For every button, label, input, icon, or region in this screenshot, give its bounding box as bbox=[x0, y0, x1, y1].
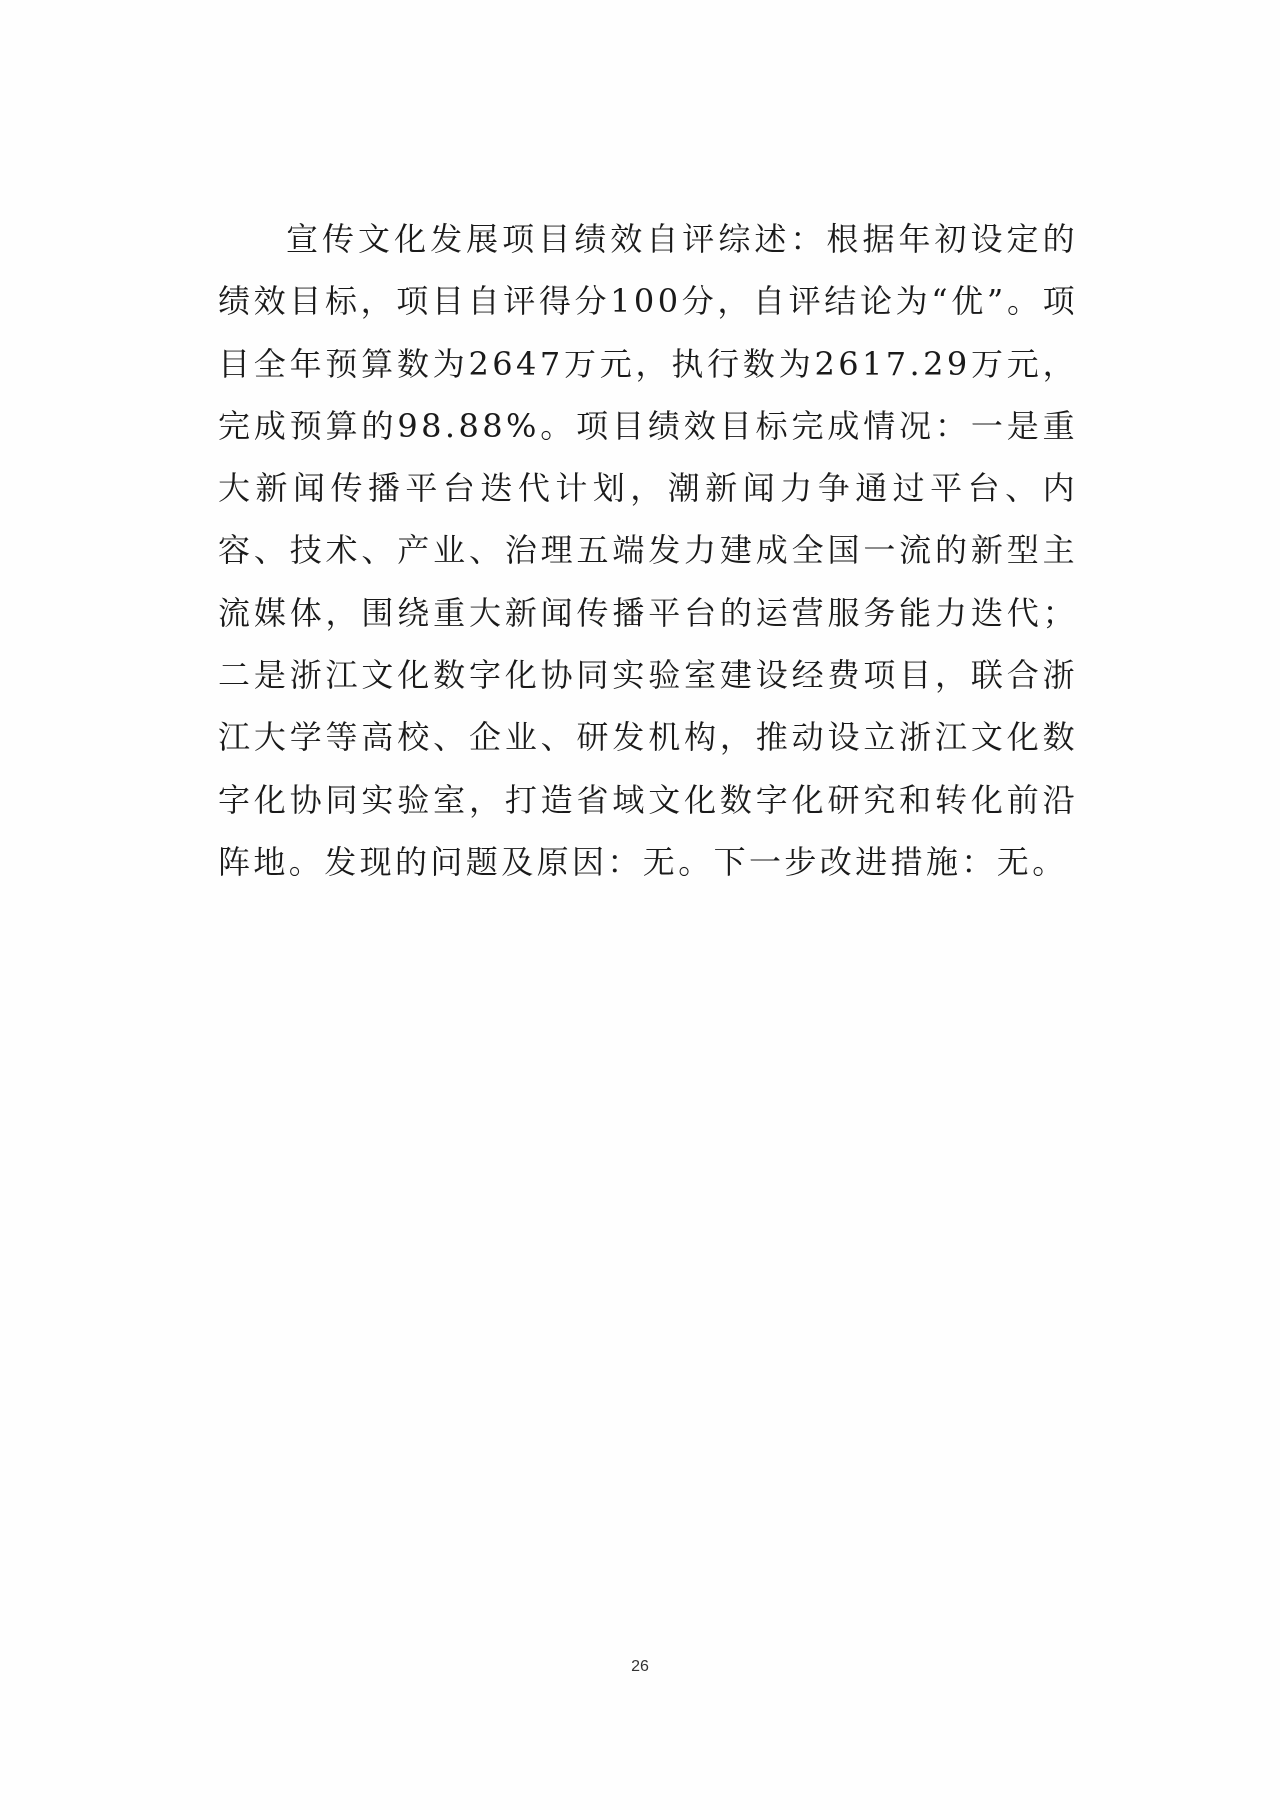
body-paragraph: 宣传文化发展项目绩效自评综述：根据年初设定的绩效目标，项目自评得分100分，自评结论为“优”。项目全年预算数为2647万元，执行数为2617.29万元，完成预算的98.88%。项目绩效目标完成情况：一是重大新闻传播平台迭代计划，潮新闻力争通过平台、内容、技术、产业、治理五端发力建成全国一流的新型主流媒体，围绕重大新闻传播平台的运营服务能力迭代；二是浙江文化数字化协同实验室建设经费项目，联合浙江大学等高校、企业、研发机构，推动设立浙江文化数字化协同实验室，打造省域文化数字化研究和转化前沿阵地。发现的问题及原因：无。下一步改进措施：无。 bbox=[218, 220, 1078, 881]
page-number: 26 bbox=[631, 1658, 649, 1675]
